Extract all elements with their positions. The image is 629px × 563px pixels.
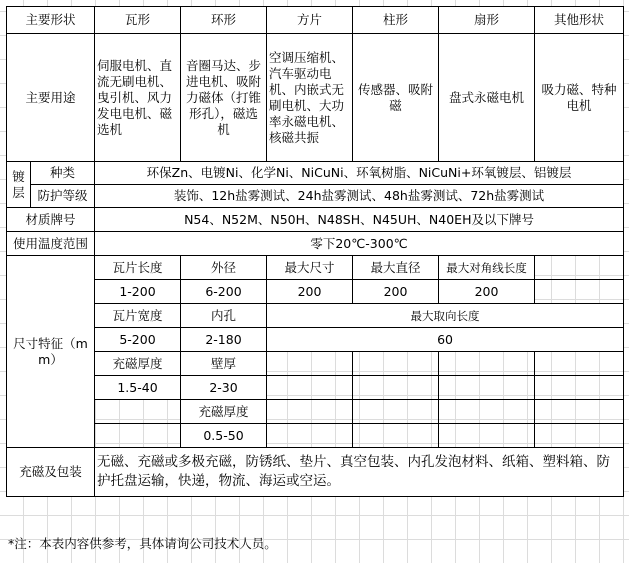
inner-hole-value: 2-180 [181,328,267,352]
empty-cell [267,376,353,400]
shape-ring: 环形 [181,7,267,34]
max-orientation-value: 60 [267,328,624,352]
empty-cell [267,352,353,376]
coating-protection-row [7,185,624,208]
max-diameter-label: 最大直径 [353,256,439,280]
coating-protection-label: 防护等级 [31,185,95,208]
empty-cell [535,376,624,400]
max-diameter-value: 200 [353,280,439,304]
shape-other: 其他形状 [535,7,624,34]
packaging-row [7,448,624,497]
temperature-label: 使用温度范围 [7,232,95,256]
temperature-value: 零下20℃-300℃ [95,232,624,256]
tile-length-value: 1-200 [95,280,181,304]
tile-mag-thickness-value: 1.5-40 [95,376,181,400]
empty-cell [439,352,535,376]
grade-row [7,208,624,232]
wall-thickness-label: 壁厚 [181,352,267,376]
empty-cell [535,400,624,424]
dimension-row [7,280,624,304]
dimension-row [7,304,624,328]
usage-ring: 音圈马达、步进电机、吸附力磁体（打锥形孔），磁选机 [181,34,267,162]
grade-label: 材质牌号 [7,208,95,232]
usage-row [7,34,624,162]
dimension-row [7,424,624,448]
empty-cell [353,424,439,448]
coating-type-row [7,162,624,185]
temperature-row [7,232,624,256]
max-diagonal-label: 最大对角线长度 [439,256,535,280]
main-shape-label: 主要形状 [7,7,95,34]
max-diagonal-value: 200 [439,280,535,304]
shape-cylinder: 柱形 [353,7,439,34]
usage-other: 吸力磁、特种电机 [535,34,624,162]
empty-cell [353,352,439,376]
empty-cell [535,256,624,280]
empty-cell [439,376,535,400]
outer-diameter-label: 外径 [181,256,267,280]
usage-tile: 伺服电机、直流无刷电机、曳引机、风力发电电机、磁选机 [95,34,181,162]
footnote: *注：本表内容供参考，具体请询公司技术人员。 [8,536,277,551]
coating-type-value: 环保Zn、电镀Ni、化学Ni、NiCuNi、环氧树脂、NiCuNi+环氧镀层、铝镀层 [95,162,624,185]
empty-cell [535,424,624,448]
usage-square: 空调压缩机、汽车驱动电机、内嵌式无刷电机、大功率永磁电机、核磁共振 [267,34,353,162]
coating-group-label: 镀层 [7,162,31,208]
tile-width-label: 瓦片宽度 [95,304,181,328]
tile-length-label: 瓦片长度 [95,256,181,280]
usage-label: 主要用途 [7,34,95,162]
coating-type-label: 种类 [31,162,95,185]
outer-diameter-value: 6-200 [181,280,267,304]
empty-cell [535,280,624,304]
grade-value: N54、N52M、N50H、N48SH、N45UH、N40EH及以下牌号 [95,208,624,232]
dimensions-label: 尺寸特征（mm） [7,256,95,448]
usage-cylinder: 传感器、吸附磁 [353,34,439,162]
dimension-row [7,256,624,280]
dimension-row [7,376,624,400]
shape-tile: 瓦形 [95,7,181,34]
empty-cell [95,424,181,448]
tile-mag-thickness-label: 充磁厚度 [95,352,181,376]
empty-cell [353,400,439,424]
dimension-row [7,328,624,352]
empty-cell [439,400,535,424]
packaging-value: 无磁、充磁或多极充磁，防锈纸、垫片、真空包装、内孔发泡材料、纸箱、塑料箱、防护托盘运输，快递，物流、海运或空运。 [95,448,624,497]
shape-square: 方片 [267,7,353,34]
empty-cell [267,400,353,424]
ring-mag-thickness-value: 0.5-50 [181,424,267,448]
max-size-label: 最大尺寸 [267,256,353,280]
max-orientation-label: 最大取向长度 [267,304,624,328]
max-size-value: 200 [267,280,353,304]
empty-cell [439,424,535,448]
empty-cell [353,376,439,400]
ring-mag-thickness-label: 充磁厚度 [181,400,267,424]
dimension-row [7,400,624,424]
empty-cell [95,400,181,424]
tile-width-value: 5-200 [95,328,181,352]
shape-fan: 扇形 [439,7,535,34]
packaging-label: 充磁及包装 [7,448,95,497]
inner-hole-label: 内孔 [181,304,267,328]
usage-fan: 盘式永磁电机 [439,34,535,162]
empty-cell [267,424,353,448]
magnet-spec-table [6,6,624,497]
coating-protection-value: 装饰、12h盐雾测试、24h盐雾测试、48h盐雾测试、72h盐雾测试 [95,185,624,208]
empty-cell [535,352,624,376]
header-row [7,7,624,34]
dimension-row [7,352,624,376]
wall-thickness-value: 2-30 [181,376,267,400]
